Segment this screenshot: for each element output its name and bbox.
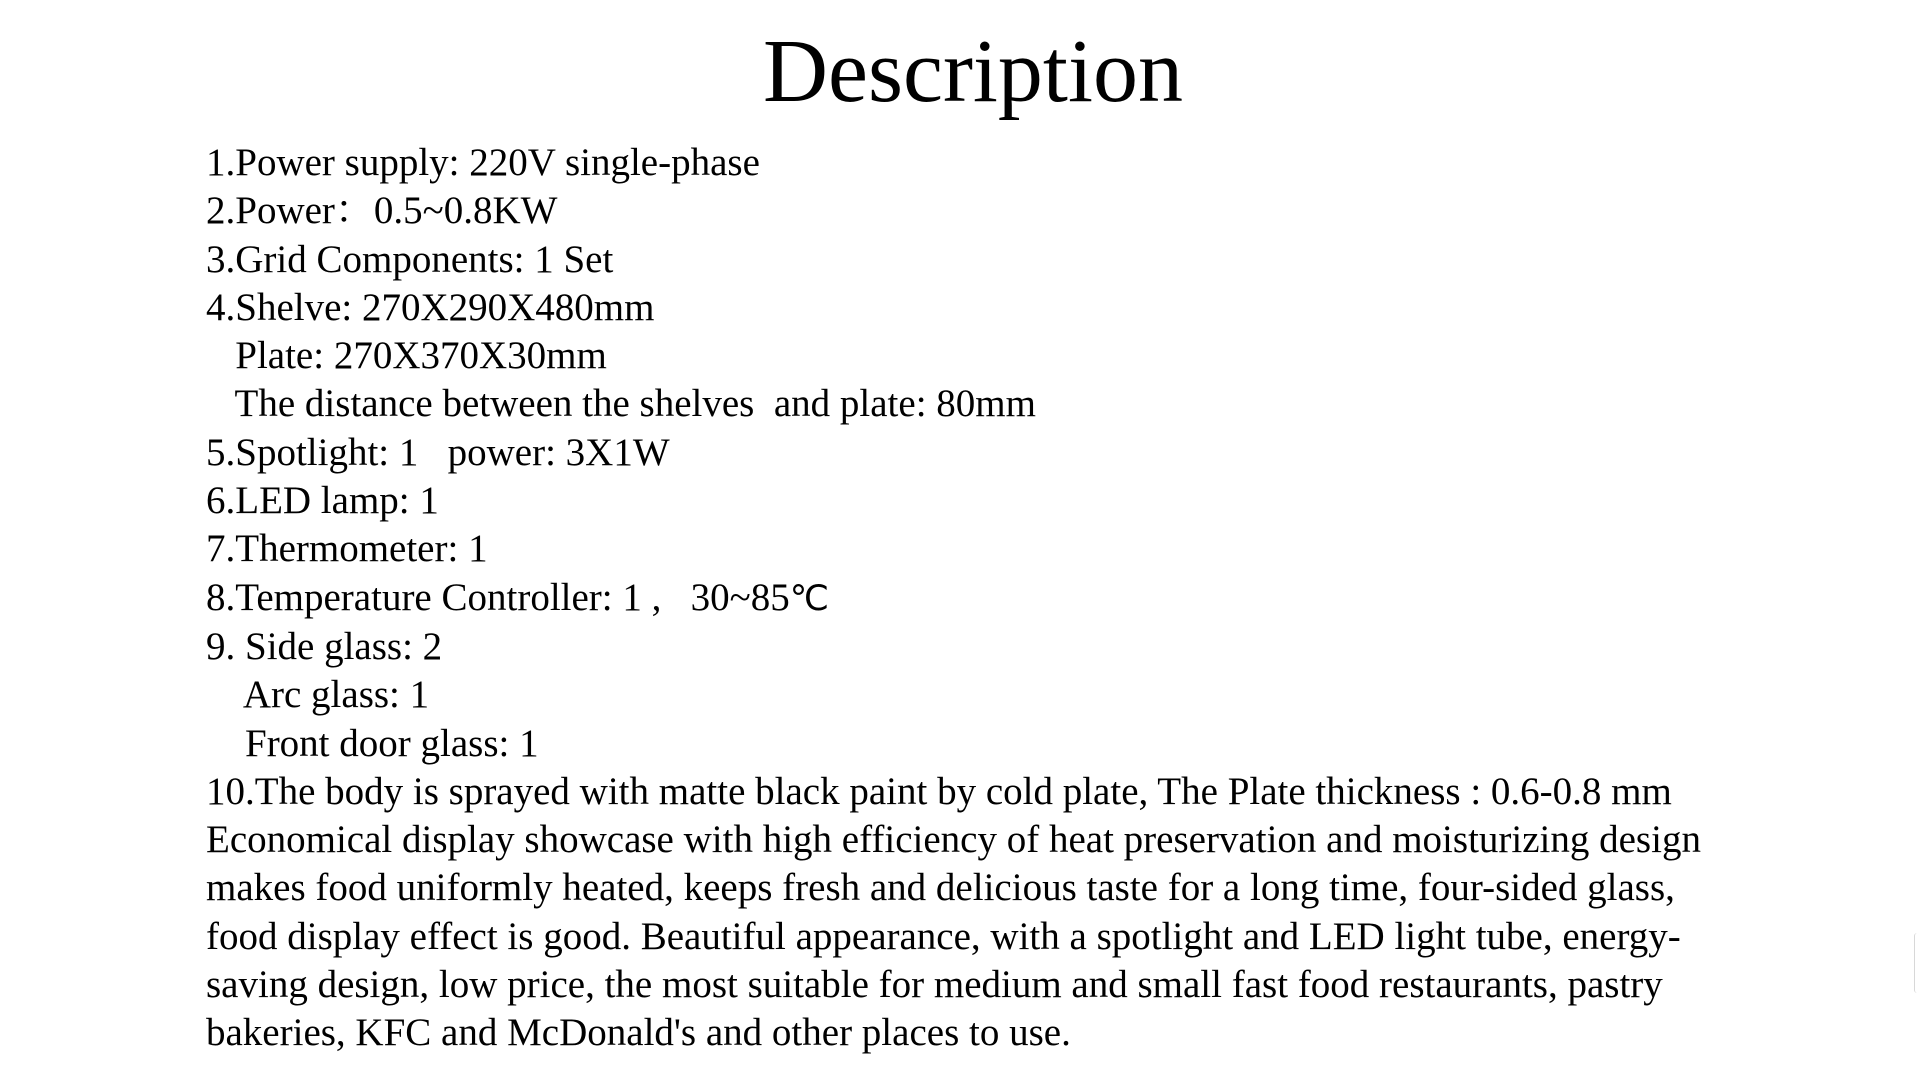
spec-arc-glass: Arc glass: 1 [206, 673, 430, 717]
description-body [206, 139, 1726, 1058]
spec-temperature-controller [206, 574, 1726, 623]
page-title: Description [763, 22, 1183, 121]
spec-spotlight: 5.Spotlight: 1 power: 3X1W [206, 430, 670, 474]
spec-power: 2.Power：0.5~0.8KW [206, 189, 558, 233]
spec-led-lamp: 6.LED lamp: 1 [206, 479, 439, 523]
spec-side-glass: 9. Side glass: 2 [206, 624, 443, 668]
spec-thermometer: 7.Thermometer: 1 [206, 527, 488, 571]
spec-plate: Plate: 270X370X30mm [206, 334, 607, 378]
spec-power-supply: 1.Power supply: 220V single-phase [206, 141, 760, 184]
spec-shelve: 4.Shelve: 270X290X480mm [206, 285, 655, 329]
spec-front-door-glass: Front door glass: 1 [206, 721, 539, 765]
temperature-controller-text: 8.Temperature Controller: 1 , 30~85 [206, 575, 790, 619]
celsius-unit: ℃ [789, 578, 830, 618]
spec-body-paint: 10.The body is sprayed with matte black paint by cold plate, The Plate thickness : 0.6-0.8 mm [206, 769, 1672, 813]
spec-grid-components: 3.Grid Components: 1 Set [206, 237, 614, 281]
spec-shelf-distance: The distance between the shelves and plate: 80mm [206, 382, 1036, 426]
description-paragraph: Economical display showcase with high efficiency of heat preservation and moisturizing design makes food uniformly heated, keeps fresh and delicious taste for a long time, four-sided glass, food display effect is good. Beautiful appearance, with a spotlight and LED light tube, energy-saving design, low price, the most suitable for medium and small fast food restaurants, pastry bakeries, KFC and McDonald's and other places to use. [206, 818, 1701, 1055]
page-edge-tab [1914, 933, 1919, 993]
